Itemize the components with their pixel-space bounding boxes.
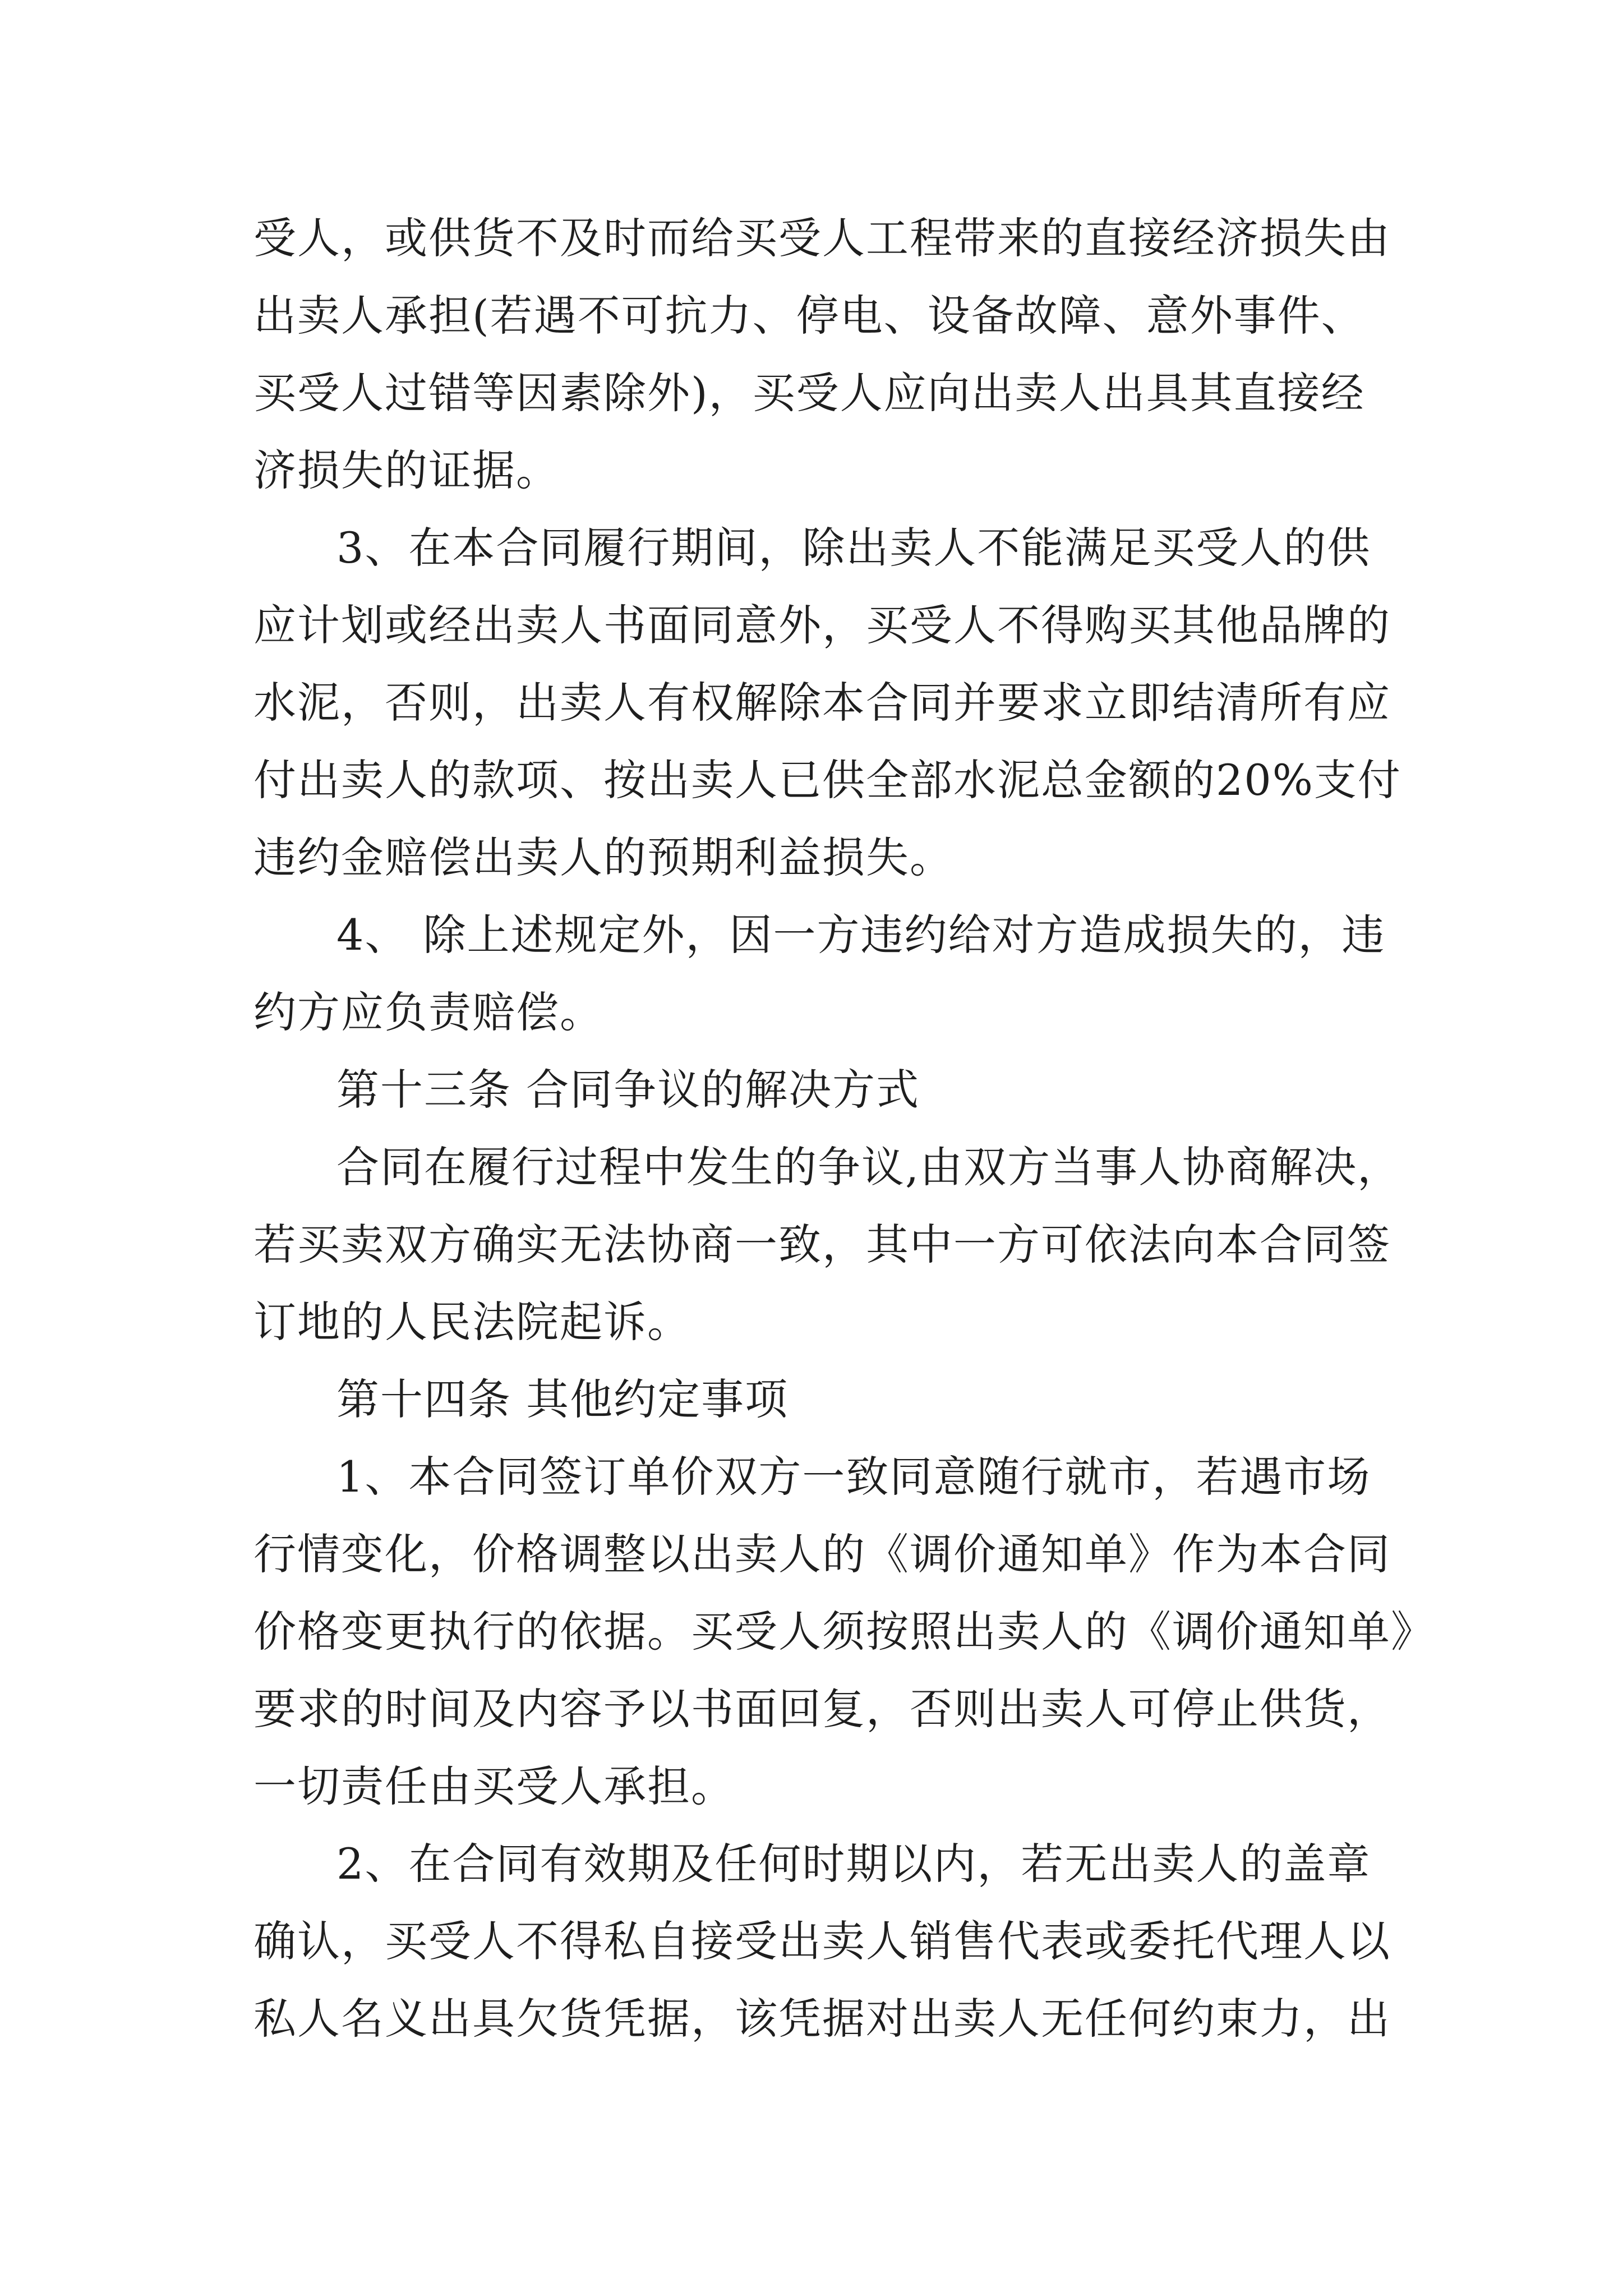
text-line: 确认，买受人不得私自接受出卖人销售代表或委托代理人以 [253,1916,1391,1966]
text-line: 价格变更执行的依据。买受人须按照出卖人的《调价通知单》 [253,1607,1435,1657]
text-line: 若买卖双方确实无法协商一致，其中一方可依法向本合同签 [253,1220,1391,1269]
text-line: 济损失的证据。 [253,445,560,495]
text-line: 订地的人民法院起诉。 [253,1297,691,1347]
text-line: 要求的时间及内容予以书面回复，否则出卖人可停止供货， [253,1684,1391,1734]
text-line: 4、 除上述规定外，因一方违约给对方造成损失的，违 [336,910,1386,960]
section-heading: 第十四条 其他约定事项 [336,1374,789,1424]
text-line: 3、在本合同履行期间，除出卖人不能满足买受人的供 [336,523,1371,573]
text-line: 合同在履行过程中发生的争议,由双方当事人协商解决， [336,1142,1401,1192]
section-heading: 第十三条 合同争议的解决方式 [336,1065,920,1115]
text-line: 出卖人承担(若遇不可抗力、停电、设备故障、意外事件、 [253,291,1365,341]
text-line: 违约金赔偿出卖人的预期利益损失。 [253,832,953,882]
text-line: 行情变化，价格调整以出卖人的《调价通知单》作为本合同 [253,1529,1391,1579]
text-line: 买受人过错等因素除外)，买受人应向出卖人出具其直接经 [253,368,1365,418]
text-line: 私人名义出具欠货凭据，该凭据对出卖人无任何约束力，出 [253,1994,1391,2044]
text-line: 水泥，否则，出卖人有权解除本合同并要求立即结清所有应 [253,678,1391,728]
text-line: 2、在合同有效期及任何时期以内，若无出卖人的盖章 [336,1839,1371,1889]
text-line: 一切责任由买受人承担。 [253,1761,735,1811]
text-line: 应计划或经出卖人书面同意外，买受人不得购买其他品牌的 [253,600,1391,650]
text-line: 约方应负责赔偿。 [253,987,603,1037]
text-line: 1、本合同签订单价双方一致同意随行就市，若遇市场 [336,1452,1371,1502]
text-line: 受人，或供货不及时而给买受人工程带来的直接经济损失由 [253,213,1391,263]
text-line: 付出卖人的款项、按出卖人已供全部水泥总金额的20%支付 [253,755,1401,805]
